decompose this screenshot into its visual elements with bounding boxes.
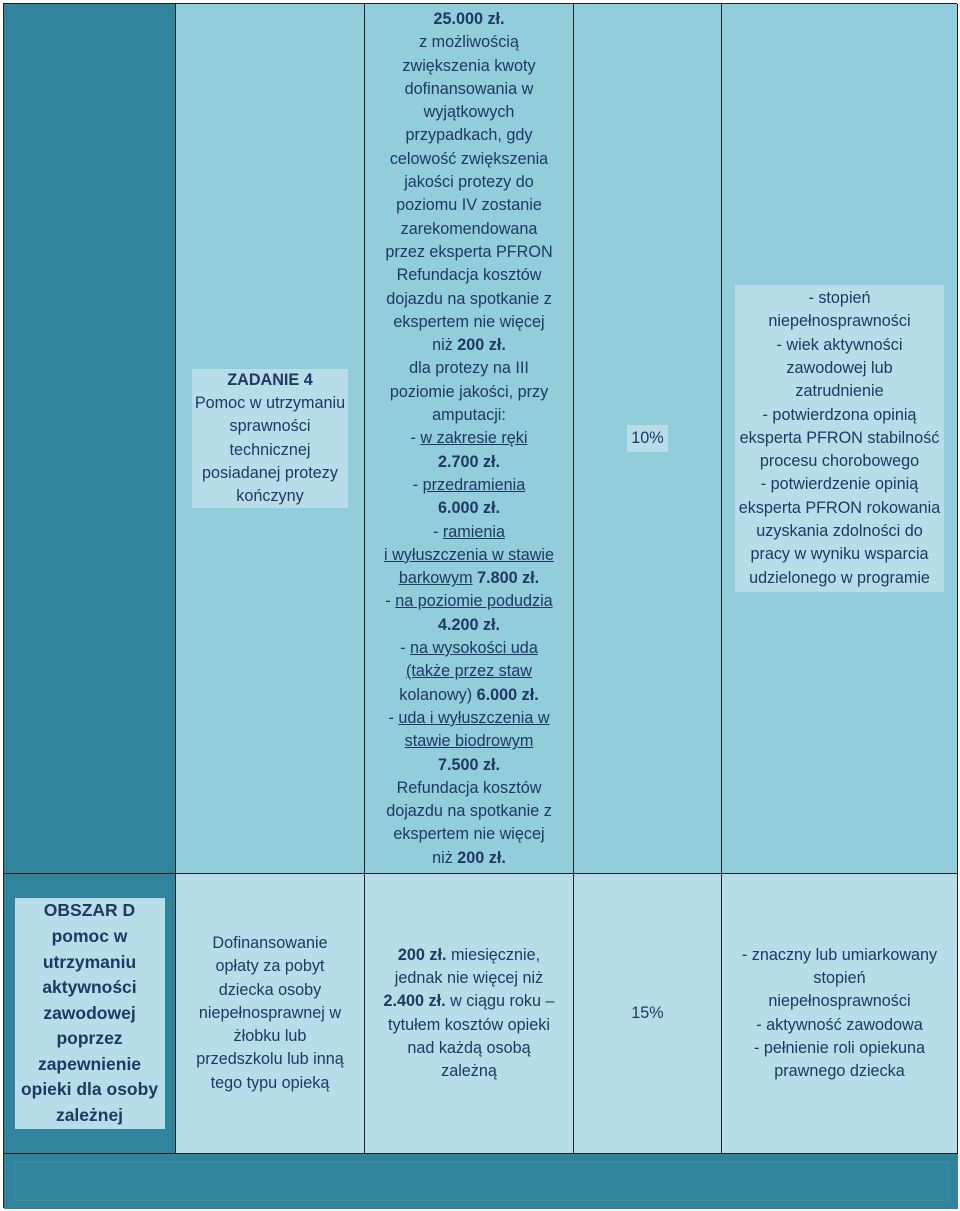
amounts-cell-2 (365, 874, 574, 1154)
amounts-line: ekspertem nie więcej (393, 312, 545, 331)
condition-line: - potwierdzona opinią (762, 405, 917, 424)
amounts-line: niż 200 zł. (432, 848, 506, 867)
footer-strip-inner (14, 1162, 948, 1201)
condition-line: prawnego dziecka (774, 1062, 905, 1081)
area-cell (4, 874, 176, 1154)
condition-line: eksperta PFRON rokowania (738, 498, 941, 517)
condition-line: zatrudnienie (795, 382, 884, 401)
task-description-line: technicznej (229, 440, 311, 459)
amounts-line: dojazdu na spotkanie z (386, 802, 552, 821)
conditions-cell (722, 4, 958, 874)
amounts-line: tytułem kosztów opieki (388, 1015, 550, 1034)
amounts-line: 2.700 zł. (437, 452, 501, 471)
amounts-line: poziomie jakości, przy (389, 382, 549, 401)
amounts-line: przez eksperta PFRON (385, 242, 553, 261)
task-description-line: kończyny (236, 487, 304, 506)
amounts-line: jednak nie więcej niż (394, 968, 544, 987)
condition-line: zawodowej lub (786, 358, 893, 377)
amounts-line: Refundacja kosztów (396, 266, 542, 285)
amounts-line: 2.400 zł. w ciągu roku – (383, 992, 555, 1011)
amounts-line: zależną (441, 1062, 497, 1081)
amounts-line: - przedramienia (412, 475, 526, 494)
area-title-line: zawodowej (15, 1001, 165, 1027)
amounts-line: dofinansowania w (404, 79, 534, 98)
task-title: ZADANIE 4 (227, 370, 313, 389)
amounts-text (384, 8, 554, 870)
amounts-line: (także przez staw (406, 662, 532, 681)
percent-value: 10% (627, 425, 667, 452)
amounts-line: niż 200 zł. (432, 336, 506, 355)
amounts-line: - uda i wyłuszczenia w (388, 708, 550, 727)
amounts-line: 6.000 zł. (437, 499, 501, 518)
amounts-line: - ramienia (433, 522, 505, 541)
task-cell (176, 4, 365, 874)
task-description-line: przedszkolu lub inną (196, 1050, 344, 1069)
amounts-line: i wyłuszczenia w stawie (383, 545, 555, 564)
amounts-line: ekspertem nie więcej (393, 825, 545, 844)
condition-line: niepełnosprawności (768, 312, 911, 331)
condition-line: stopień (813, 968, 866, 987)
condition-line: udzielonego w programie (749, 568, 930, 587)
area-title-line: poprzez (15, 1026, 165, 1052)
condition-line: pracy w wyniku wsparcia (750, 545, 929, 564)
amounts-text-2 (384, 944, 555, 1084)
task-block (192, 369, 348, 509)
conditions-text (735, 285, 945, 592)
amounts-line: dojazdu na spotkanie z (386, 289, 552, 308)
amounts-line: stawie biodrowym (404, 732, 534, 751)
area-title-line: zależnej (15, 1103, 165, 1129)
amounts-line: - na poziomie podudzia (385, 592, 553, 611)
condition-line: - aktywność zawodowa (756, 1015, 923, 1034)
amounts-line: celowość zwiększenia (389, 149, 549, 168)
amounts-line: - na wysokości uda (400, 639, 538, 658)
funding-table (3, 3, 957, 1208)
percent-value-2: 15% (631, 1003, 664, 1022)
amounts-line: Refundacja kosztów (396, 778, 542, 797)
condition-line: eksperta PFRON stabilność (739, 428, 940, 447)
area-title-line: opieki dla osoby (15, 1077, 165, 1103)
amounts-line: jakości protezy do (404, 173, 534, 192)
conditions-cell-2 (722, 874, 958, 1154)
amounts-line: poziomu IV zostanie (396, 196, 542, 215)
amounts-line: przypadkach, gdy (405, 126, 533, 145)
task-description-2 (196, 932, 344, 1095)
task-description-line: sprawności (229, 417, 311, 436)
amounts-cell (365, 4, 574, 874)
task-description-line: Pomoc w utrzymaniu (194, 393, 346, 412)
condition-line: uzyskania zdolności do (756, 522, 923, 541)
percent-cell-2 (574, 874, 722, 1154)
area-title-line: zapewnienie (15, 1052, 165, 1078)
task-description-line: dziecka osoby (218, 980, 322, 999)
task-cell-2 (176, 874, 365, 1154)
amounts-line: barkowym 7.800 zł. (398, 569, 540, 588)
amounts-line: wyjątkowych (423, 103, 515, 122)
condition-line: - pełnienie roli opiekuna (754, 1038, 925, 1057)
condition-line: - wiek aktywności (776, 335, 903, 354)
amounts-line: zarekomendowana (400, 219, 538, 238)
amounts-line: - w zakresie ręki (410, 429, 528, 448)
area-title-line: pomoc w (15, 924, 165, 950)
amounts-line: 200 zł. miesięcznie, (397, 945, 541, 964)
area-cell-empty (4, 4, 176, 874)
amounts-line: 4.200 zł. (437, 615, 501, 634)
amounts-line: amputacji: (432, 406, 506, 425)
area-title-line: utrzymaniu (15, 950, 165, 976)
task-description-line: posiadanej protezy (202, 463, 338, 482)
amounts-line: nad każdą osobą (407, 1038, 531, 1057)
task-description-line: żłobku lub (233, 1027, 307, 1046)
amounts-line: dla protezy na III (409, 359, 529, 378)
condition-line: niepełnosprawności (768, 992, 911, 1011)
area-title (15, 898, 165, 1128)
condition-line: - potwierdzenie opinią (760, 475, 919, 494)
task-description-line: niepełnosprawnej w (198, 1003, 342, 1022)
amounts-line: kolanowy) 6.000 zł. (399, 685, 539, 704)
percent-cell (574, 4, 722, 874)
condition-line: procesu chorobowego (759, 452, 920, 471)
condition-line: - znaczny lub umiarkowany (741, 945, 938, 964)
amounts-line: 25.000 zł. (433, 10, 505, 28)
area-title-line: aktywności (15, 975, 165, 1001)
conditions-text-2 (742, 944, 937, 1084)
condition-line: - stopień (808, 289, 871, 308)
footer-strip (4, 1154, 958, 1209)
area-title-line: OBSZAR D (15, 898, 165, 924)
task-description-line: opłaty za pobyt (215, 957, 325, 976)
amounts-line: z możliwością (419, 33, 519, 52)
amounts-line: 7.500 zł. (437, 755, 501, 774)
amounts-line: zwiększenia kwoty (402, 56, 536, 75)
task-description-line: Dofinansowanie (212, 933, 328, 952)
task-description-line: tego typu opieką (210, 1073, 330, 1092)
task-description (195, 392, 345, 508)
